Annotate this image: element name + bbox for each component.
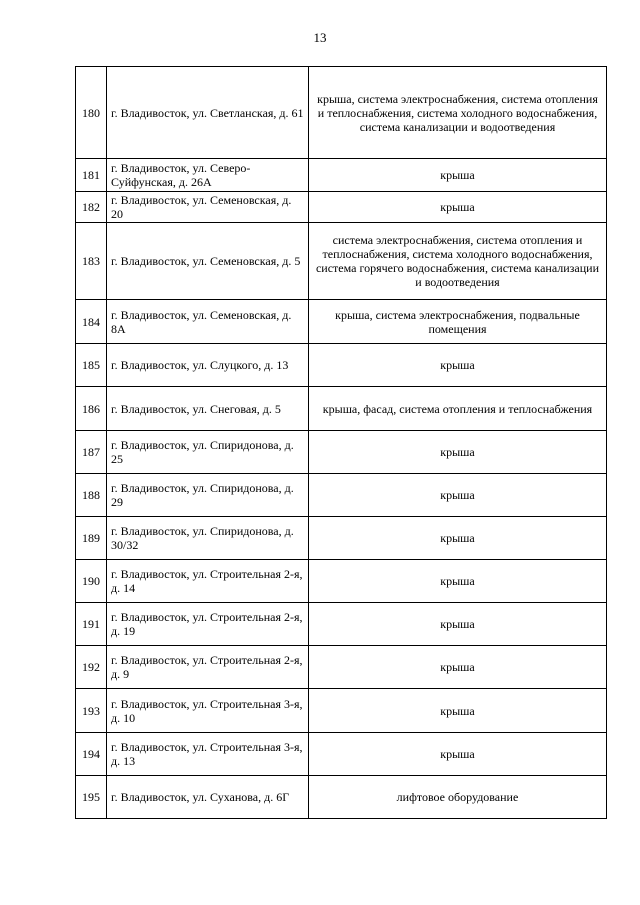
table-row (76, 192, 607, 223)
row-number: 187 (76, 431, 107, 474)
row-works: крыша, фасад, система отопления и теплоснабжения (309, 387, 607, 431)
row-address: г. Владивосток, ул. Семеновская, д. 20 (107, 192, 309, 223)
row-works: крыша (309, 474, 607, 517)
row-address: г. Владивосток, ул. Семеновская, д. 8А (107, 300, 309, 344)
row-number: 188 (76, 474, 107, 517)
row-works: крыша (309, 344, 607, 387)
row-works: крыша (309, 192, 607, 223)
row-number: 194 (76, 733, 107, 776)
row-address: г. Владивосток, ул. Слуцкого, д. 13 (107, 344, 309, 387)
table-row (76, 159, 607, 192)
table-row (76, 223, 607, 300)
row-number: 180 (76, 67, 107, 159)
row-number: 195 (76, 776, 107, 819)
row-works: крыша (309, 603, 607, 646)
row-number: 192 (76, 646, 107, 689)
table-row (76, 603, 607, 646)
row-number: 186 (76, 387, 107, 431)
table-row (76, 474, 607, 517)
table-row (76, 517, 607, 560)
row-works: крыша (309, 431, 607, 474)
row-works: крыша (309, 646, 607, 689)
table-row (76, 67, 607, 159)
table-row (76, 344, 607, 387)
row-number: 189 (76, 517, 107, 560)
table-row (76, 431, 607, 474)
row-address: г. Владивосток, ул. Строительная 3-я, д. 10 (107, 689, 309, 733)
row-works: крыша, система электроснабжения, подвальные помещения (309, 300, 607, 344)
table-row (76, 689, 607, 733)
row-address: г. Владивосток, ул. Строительная 2-я, д. 14 (107, 560, 309, 603)
row-number: 182 (76, 192, 107, 223)
row-works: крыша (309, 560, 607, 603)
row-works: крыша (309, 733, 607, 776)
row-number: 191 (76, 603, 107, 646)
buildings-table (75, 66, 607, 819)
row-address: г. Владивосток, ул. Строительная 2-я, д. 19 (107, 603, 309, 646)
row-address: г. Владивосток, ул. Суханова, д. 6Г (107, 776, 309, 819)
row-address: г. Владивосток, ул. Строительная 3-я, д. 13 (107, 733, 309, 776)
row-address: г. Владивосток, ул. Семеновская, д. 5 (107, 223, 309, 300)
row-number: 193 (76, 689, 107, 733)
table-row (76, 560, 607, 603)
table-row (76, 387, 607, 431)
row-number: 190 (76, 560, 107, 603)
row-works: крыша, система электроснабжения, система отопления и теплоснабжения, система холодного водоснабжения, система канализации и водоотведения (309, 67, 607, 159)
row-address: г. Владивосток, ул. Спиридонова, д. 25 (107, 431, 309, 474)
row-address: г. Владивосток, ул. Снеговая, д. 5 (107, 387, 309, 431)
row-works: лифтовое оборудование (309, 776, 607, 819)
row-address: г. Владивосток, ул. Северо-Суйфунская, д. 26А (107, 159, 309, 192)
table-row (76, 646, 607, 689)
row-works: крыша (309, 689, 607, 733)
page-number: 13 (313, 30, 327, 45)
row-address: г. Владивосток, ул. Строительная 2-я, д. 9 (107, 646, 309, 689)
row-number: 181 (76, 159, 107, 192)
table-row (76, 776, 607, 819)
row-works: крыша (309, 159, 607, 192)
row-works: система электроснабжения, система отопления и теплоснабжения, система холодного водоснабжения, система горячего водоснабжения, система канализации и водоотведения (309, 223, 607, 300)
row-number: 183 (76, 223, 107, 300)
row-works: крыша (309, 517, 607, 560)
table-row (76, 300, 607, 344)
row-number: 184 (76, 300, 107, 344)
row-address: г. Владивосток, ул. Спиридонова, д. 30/32 (107, 517, 309, 560)
row-number: 185 (76, 344, 107, 387)
row-address: г. Владивосток, ул. Спиридонова, д. 29 (107, 474, 309, 517)
row-address: г. Владивосток, ул. Светланская, д. 61 (107, 67, 309, 159)
table-row (76, 733, 607, 776)
